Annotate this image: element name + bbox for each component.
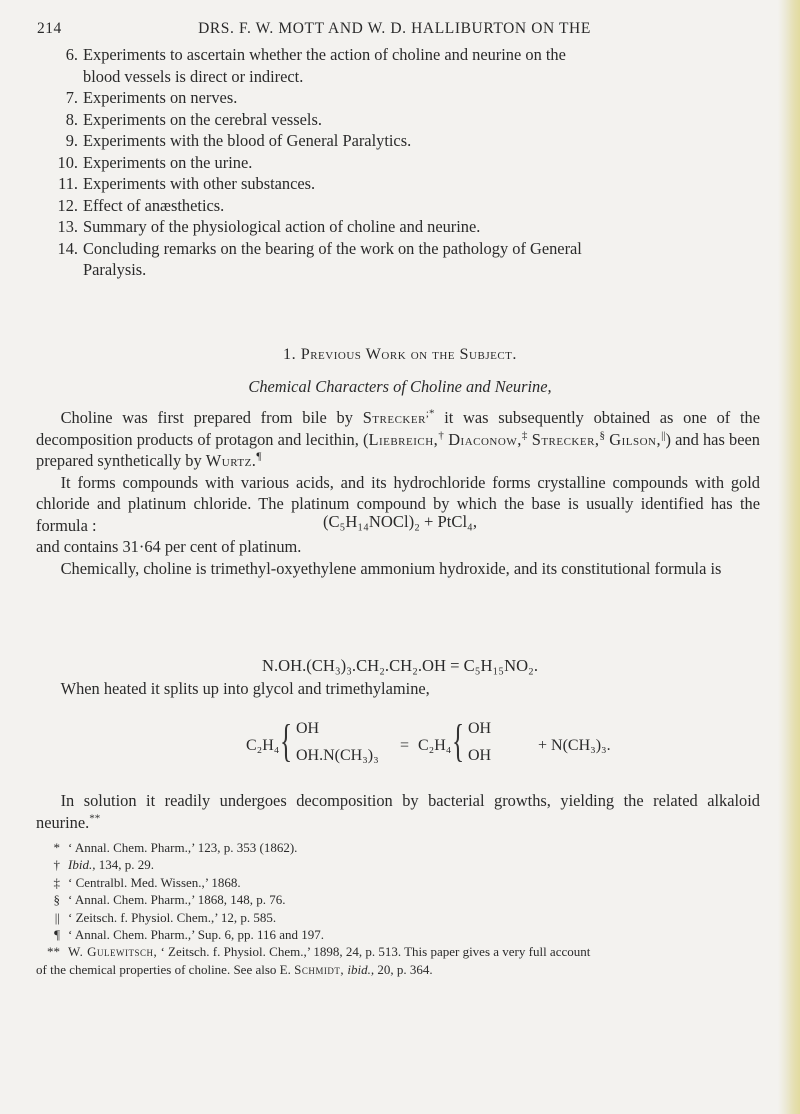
list-item: 13. Summary of the physiological action of choline and neurine. xyxy=(57,217,481,236)
list-item: 9. Experiments with the blood of General Paralytics. xyxy=(65,131,412,150)
page-header xyxy=(37,20,752,44)
glycol-equation: C₂H₄ { OH OH.N(CH₃)₃ = C₂H₄ { OH OH + N(CH₃)₃. xyxy=(246,715,611,766)
page-number: 214 xyxy=(37,20,62,37)
platinum-formula: (C₅H₁₄NOCl)₂ + PtCl₄, xyxy=(323,512,477,531)
footnote: § ‘ Annal. Chem. Pharm.,’ 1868, 148, p. 76. xyxy=(53,892,286,908)
list-item: 11. Experiments with other substances. xyxy=(58,174,316,193)
paragraph-neurine: In solution it readily undergoes decomposition by bacterial growths, yielding the related alkaloid neurine.** xyxy=(36,791,760,832)
footnote: † Ibid., 134, p. 29. xyxy=(53,857,154,873)
footnotes xyxy=(36,839,762,978)
footnote: ‡ ‘ Centralbl. Med. Wissen.,’ 1868. xyxy=(53,874,241,890)
list-item: 14. Concluding remarks on the bearing of the work on the pathology of General Paralysis. xyxy=(57,238,582,279)
footnote-continuation: of the chemical properties of choline. See also E. Schmidt, ibid., 20, p. 364. xyxy=(36,961,433,977)
list-item: 7. Experiments on nerves. xyxy=(65,88,238,107)
paragraph-heating: When heated it splits up into glycol and trimethylamine, xyxy=(60,679,430,698)
paragraph-platinum-content: and contains 31·64 per cent of platinum. Chemically, choline is trimethyl-oxyethylene ammonium hydroxide, and its constitutional formula is xyxy=(36,537,722,578)
section-subtitle: Chemical Characters of Choline and Neurine, xyxy=(248,377,552,396)
footnote: || ‘ Zeitsch. f. Physiol. Chem.,’ 12, p. 585. xyxy=(54,909,277,925)
footnote: ¶ ‘ Annal. Chem. Pharm.,’ Sup. 6, pp. 116 and 197. xyxy=(54,927,325,943)
list-item: 6. Experiments to ascertain whether the action of choline and neurine on the blood vessels is direct or indirect. xyxy=(65,45,566,86)
list-item: 10. Experiments on the urine. xyxy=(57,152,253,172)
paragraph-choline-origin: Choline was first prepared from bile by Strecker;* it was subsequently obtained as one of the decomposition products of protagon and lecithin, (Liebreich,† Diaconow,‡ Strecker,§ Gilson,||) and has been prepared synthetically by Wurtz.¶ It forms compounds with various acids, and its hydrochloride forms crystalline compounds with gold chloride and platinum chloride. The platinum compound by which the base is usually identified has the formula : xyxy=(36,407,760,535)
author-strecker: Strecker xyxy=(362,408,426,427)
section-title: 1. Previous Work on the Subject. xyxy=(283,345,517,363)
list-item: 12. Effect of anæsthetics. xyxy=(57,195,225,215)
left-brace-icon: { xyxy=(280,715,293,766)
constitutional-formula: N.OH.(CH₃)₃.CH₂.CH₂.OH = C₅H₁₅NO₂. xyxy=(262,656,538,675)
left-brace-icon: { xyxy=(452,715,465,766)
footnote: ** W. Gulewitsch, ‘ Zeitsch. f. Physiol. Chem.,’ 1898, 24, p. 513. This paper gives a very full account xyxy=(47,944,591,960)
running-head: DRS. F. W. MOTT AND W. D. HALLIBURTON ON THE xyxy=(198,20,591,37)
footnote: * ‘ Annal. Chem. Pharm.,’ 123, p. 353 (1862). xyxy=(53,840,298,855)
page-edge-shadow xyxy=(778,0,800,1114)
contents-list xyxy=(57,44,757,281)
list-item: 8. Experiments on the cerebral vessels. xyxy=(65,109,322,129)
